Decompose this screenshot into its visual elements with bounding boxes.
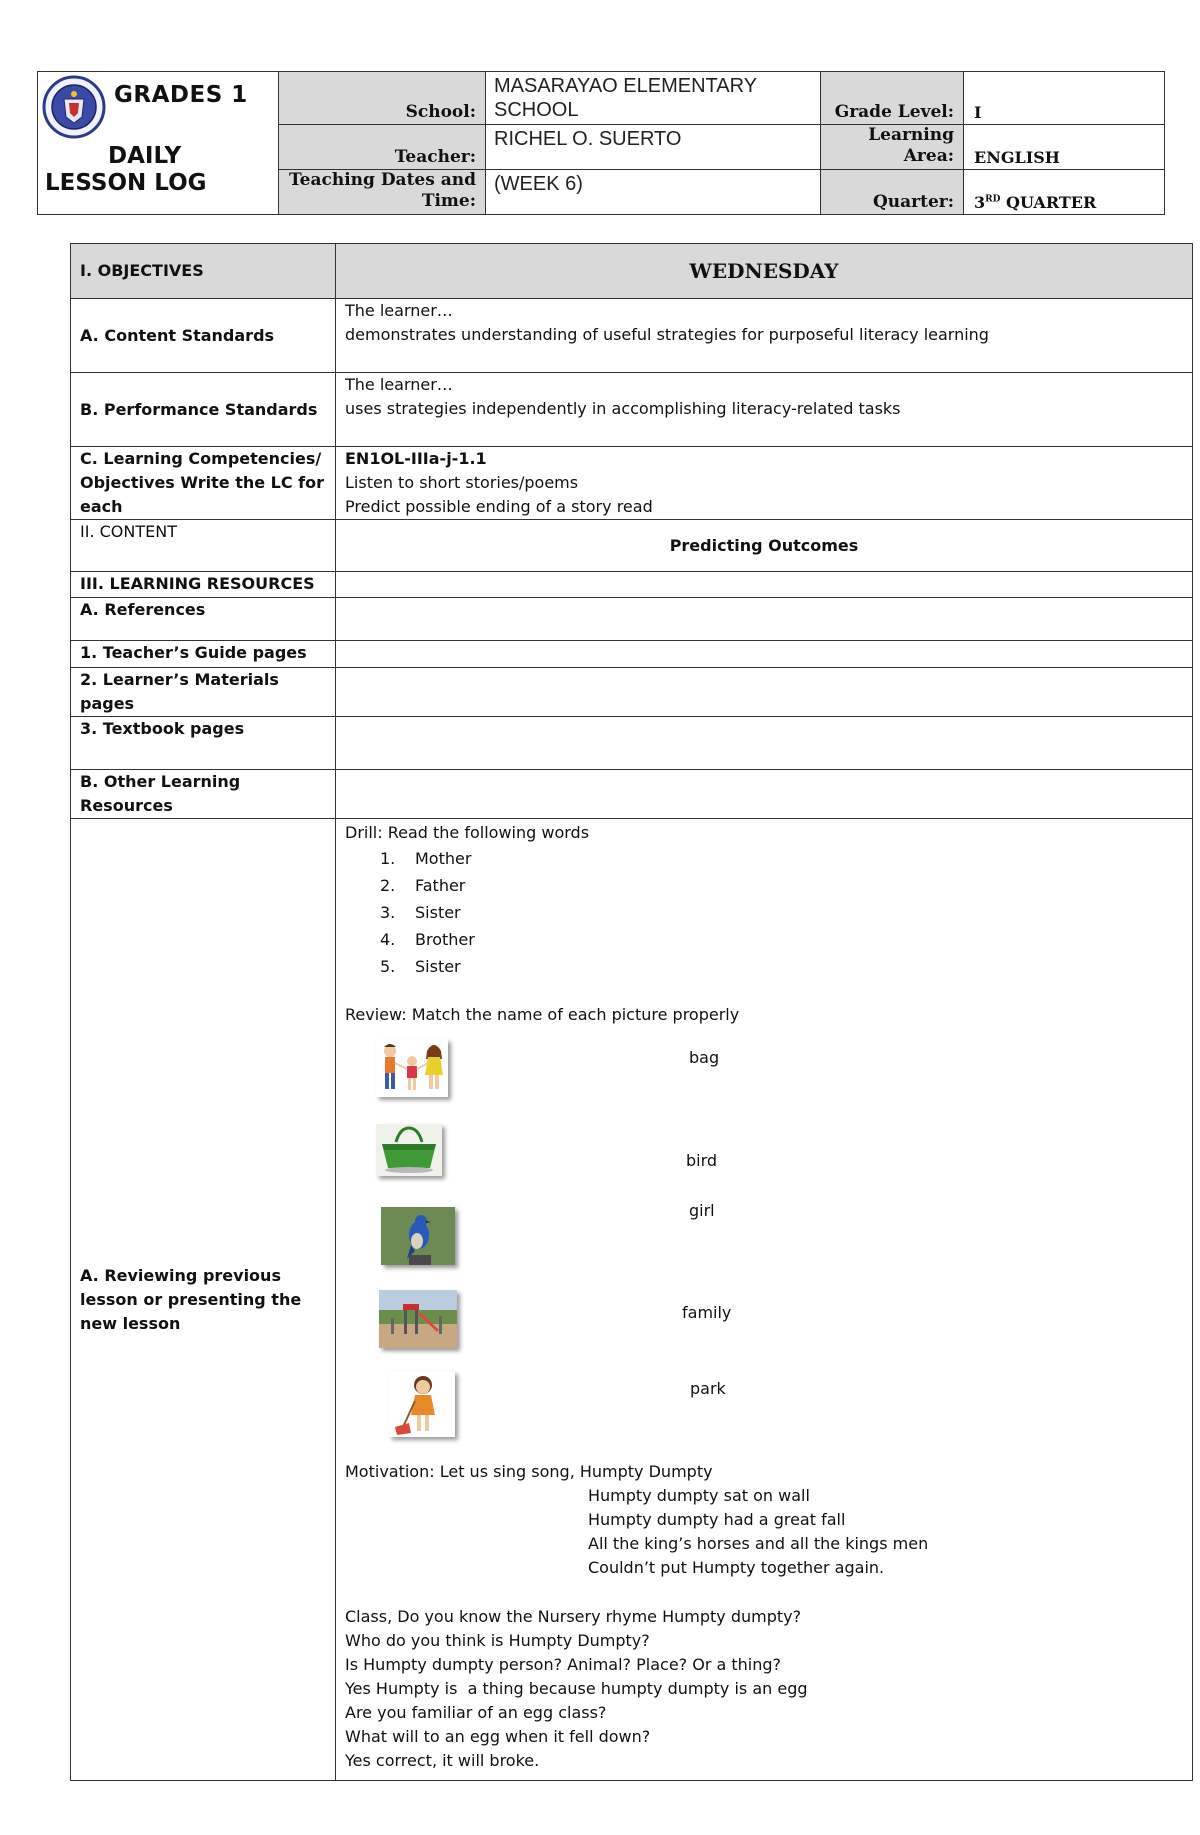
learning-resources-label: III. LEARNING RESOURCES [71, 572, 336, 598]
learning-resources-cell [336, 572, 1193, 598]
question-5: Are you familiar of an egg class? [345, 1703, 607, 1722]
other-resources-cell [336, 770, 1193, 819]
school-value: MASARAYAO ELEMENTARY SCHOOL [486, 72, 821, 125]
content-label: II. CONTENT [71, 520, 336, 572]
lesson-log-table [70, 243, 1193, 1781]
question-3: Is Humpty dumpty person? Animal? Place? Or a thing? [345, 1655, 782, 1674]
performance-standards-line: The learner… [345, 375, 453, 394]
performance-standards-cell [336, 373, 1193, 447]
quarter-value: 3RD QUARTER [964, 170, 1165, 215]
competencies-label: C. Learning Competencies/ Objectives Write the LC for each [71, 447, 336, 520]
competency-2: Predict possible ending of a story read [345, 497, 653, 516]
learning-area-value: ENGLISH [964, 125, 1165, 170]
title-cell [38, 72, 279, 215]
bird-picture-icon [381, 1207, 455, 1265]
question-2: Who do you think is Humpty Dumpty? [345, 1631, 650, 1650]
park-picture-icon [379, 1290, 457, 1348]
learners-materials-label: 2. Learner’s Materials pages [71, 668, 336, 717]
motivation-heading: Motivation: Let us sing song, Humpty Dumpty [345, 1462, 713, 1481]
teachers-guide-label: 1. Teacher’s Guide pages [71, 641, 336, 668]
question-1: Class, Do you know the Nursery rhyme Humpty dumpty? [345, 1607, 802, 1626]
competency-code: EN1OL-IIIa-j-1.1 [345, 449, 487, 468]
question-4: Yes Humpty is a thing because humpty dumpty is an egg [345, 1679, 808, 1698]
deped-logo-icon [42, 75, 106, 139]
drill-word-3: Sister [415, 903, 461, 922]
song-line-3: All the king’s horses and all the kings men [588, 1534, 929, 1553]
grade-level-label: Grade Level: [821, 72, 964, 125]
song-line-4: Couldn’t put Humpty together again. [588, 1558, 885, 1577]
title-lesson-log: LESSON LOG [45, 170, 207, 196]
title-daily: DAILY [108, 143, 182, 169]
content-value: Predicting Outcomes [336, 520, 1193, 572]
review-cell [336, 819, 1193, 1781]
song-line-2: Humpty dumpty had a great fall [588, 1510, 846, 1529]
review-label: A. Reviewing previous lesson or presenting the new lesson [71, 819, 336, 1781]
content-standards-label: A. Content Standards [71, 299, 336, 373]
drill-heading: Drill: Read the following words [345, 823, 590, 842]
drill-number-4: 4. [380, 930, 396, 949]
competencies-cell [336, 447, 1193, 520]
learning-area-label: Learning Area: [821, 125, 964, 170]
match-word-4: family [682, 1303, 732, 1322]
competency-1: Listen to short stories/poems [345, 473, 579, 492]
content-standards-text: demonstrates understanding of useful strategies for purposeful literacy learning [345, 325, 989, 344]
drill-number-1: 1. [380, 849, 396, 868]
drill-word-4: Brother [415, 930, 475, 949]
girl-picture-icon [389, 1371, 455, 1437]
textbook-pages-label: 3. Textbook pages [71, 717, 336, 770]
learners-materials-cell [336, 668, 1193, 717]
drill-word-2: Father [415, 876, 466, 895]
drill-word-5: Sister [415, 957, 461, 976]
performance-standards-text: uses strategies independently in accomplishing literacy-related tasks [345, 399, 901, 418]
quarter-label: Quarter: [821, 170, 964, 215]
drill-number-2: 2. [380, 876, 396, 895]
performance-standards-label: B. Performance Standards [71, 373, 336, 447]
match-word-3: girl [689, 1201, 715, 1220]
teacher-value: RICHEL O. SUERTO [486, 125, 821, 170]
match-word-1: bag [689, 1048, 720, 1067]
references-cell [336, 598, 1193, 641]
song-line-1: Humpty dumpty sat on wall [588, 1486, 810, 1505]
textbook-pages-cell [336, 717, 1193, 770]
question-7: Yes correct, it will broke. [345, 1751, 540, 1770]
family-picture-icon [376, 1039, 448, 1097]
content-standards-cell [336, 299, 1193, 373]
title-grades: GRADES 1 [114, 82, 248, 108]
content-standards-line: The learner… [345, 301, 453, 320]
teaching-dates-value: (WEEK 6) [486, 170, 821, 215]
day-heading: WEDNESDAY [336, 244, 1193, 299]
school-label: School: [279, 72, 486, 125]
teacher-label: Teacher: [279, 125, 486, 170]
objectives-heading: I. OBJECTIVES [71, 244, 336, 299]
other-resources-label: B. Other Learning Resources [71, 770, 336, 819]
header-table [37, 71, 1165, 215]
drill-word-1: Mother [415, 849, 472, 868]
drill-number-5: 5. [380, 957, 396, 976]
drill-number-3: 3. [380, 903, 396, 922]
grade-level-value: I [964, 72, 1165, 125]
question-6: What will to an egg when it fell down? [345, 1727, 651, 1746]
bag-picture-icon [376, 1124, 442, 1176]
match-word-5: park [690, 1379, 726, 1398]
references-label: A. References [71, 598, 336, 641]
match-word-2: bird [686, 1151, 718, 1170]
review-heading: Review: Match the name of each picture properly [345, 1005, 740, 1024]
teaching-dates-label: Teaching Dates and Time: [279, 170, 486, 215]
teachers-guide-cell [336, 641, 1193, 668]
